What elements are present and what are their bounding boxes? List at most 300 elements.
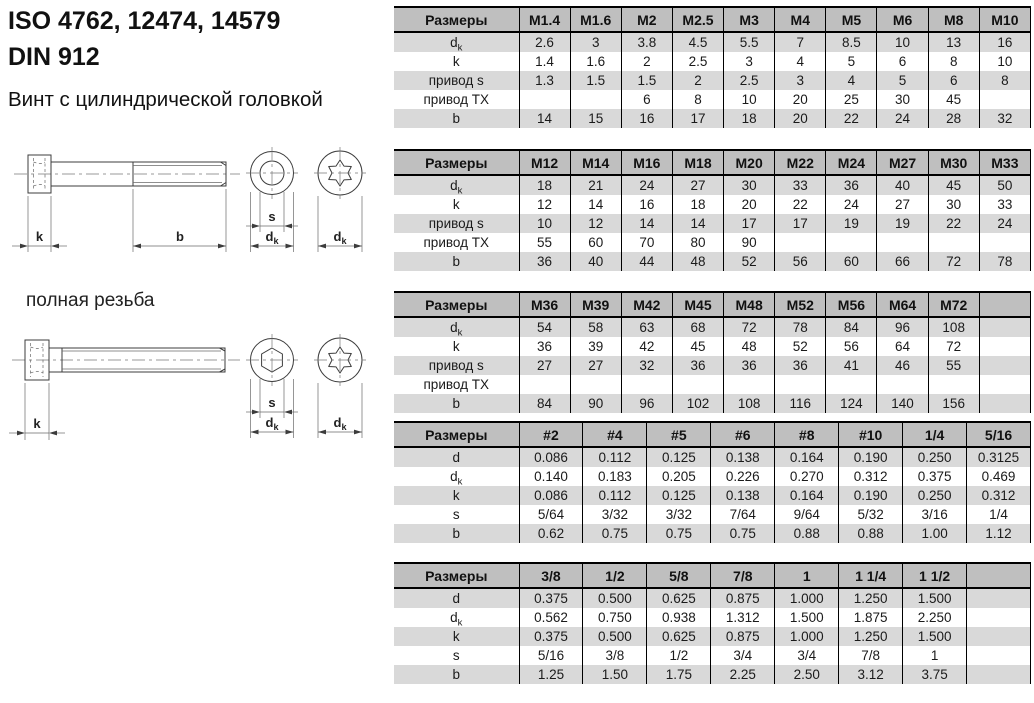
table-row — [394, 608, 1031, 627]
dimension-value: 2.250 — [903, 608, 967, 627]
dimension-table-metric-large — [394, 291, 1031, 413]
dimension-value — [775, 375, 826, 394]
dimension-value: 22 — [928, 214, 979, 233]
row-label: d — [394, 588, 519, 608]
table-row — [394, 646, 1031, 665]
size-column-header: M42 — [621, 292, 672, 317]
dimension-value: 0.62 — [519, 524, 583, 543]
dimension-value: 2 — [672, 71, 723, 90]
dimension-value: 0.88 — [775, 524, 839, 543]
dimension-value: 36 — [672, 356, 723, 375]
screw-side-view — [12, 155, 240, 252]
dimension-value: 18 — [519, 175, 570, 195]
dimension-value: 1/2 — [647, 646, 711, 665]
row-label: s — [394, 646, 519, 665]
dimension-value: 0.312 — [967, 486, 1031, 505]
dimension-value: 2.5 — [672, 52, 723, 71]
dim-label-k: k — [33, 416, 41, 431]
dimension-value: 36 — [519, 252, 570, 271]
dimension-value: 45 — [672, 337, 723, 356]
dimension-table-metric-medium — [394, 149, 1031, 271]
size-column-header: 5/16 — [967, 422, 1031, 447]
dimension-value: 0.3125 — [967, 447, 1031, 467]
dimension-value: 70 — [621, 233, 672, 252]
end-view-torx-socket — [314, 147, 366, 252]
dimension-value: 68 — [672, 317, 723, 337]
dimension-value: 8 — [928, 52, 979, 71]
dimension-value: 36 — [519, 337, 570, 356]
size-column-header: M16 — [621, 150, 672, 175]
dimension-value: 18 — [724, 109, 775, 128]
dimension-value: 18 — [672, 195, 723, 214]
size-column-header: #5 — [647, 422, 711, 447]
dim-label-dk: $d_k$ — [265, 415, 279, 432]
dimension-value — [928, 375, 979, 394]
size-column-header: M48 — [724, 292, 775, 317]
size-column-header: M20 — [724, 150, 775, 175]
dimension-value: 0.140 — [519, 467, 583, 486]
dimension-value: 2.5 — [724, 71, 775, 90]
table-row — [394, 447, 1031, 467]
dimension-value: 55 — [928, 356, 979, 375]
dimension-value — [519, 90, 570, 109]
dimension-value: 63 — [621, 317, 672, 337]
dimension-value: 1.312 — [711, 608, 775, 627]
dimension-value: 0.112 — [583, 486, 647, 505]
size-column-header: M56 — [826, 292, 877, 317]
size-column-header: #4 — [583, 422, 647, 447]
dimension-value: 72 — [724, 317, 775, 337]
dim-label-dk: $d_k$ — [265, 229, 279, 246]
table-row — [394, 665, 1031, 684]
dimension-value: 16 — [621, 195, 672, 214]
dimension-value — [979, 356, 1030, 375]
dimension-value: 40 — [570, 252, 621, 271]
size-column-header: 5/8 — [647, 563, 711, 588]
dimension-value: 72 — [928, 337, 979, 356]
row-label: k — [394, 52, 519, 71]
row-label: b — [394, 252, 519, 271]
table-row — [394, 588, 1031, 608]
end-view-torx-socket — [314, 334, 366, 438]
row-label: k — [394, 337, 519, 356]
dimension-value: 0.226 — [711, 467, 775, 486]
dimension-value: 3 — [775, 71, 826, 90]
row-label: k — [394, 195, 519, 214]
dimension-value: 8 — [979, 71, 1030, 90]
dimension-value: 0.086 — [519, 447, 583, 467]
row-label: $d_k$ — [394, 175, 519, 195]
dimension-value: 9/64 — [775, 505, 839, 524]
dimension-value: 58 — [570, 317, 621, 337]
dimension-value: 13 — [928, 32, 979, 52]
row-label: привод TX — [394, 375, 519, 394]
dimension-value: 0.375 — [903, 467, 967, 486]
dimension-value: 0.164 — [775, 486, 839, 505]
dimension-value: 12 — [570, 214, 621, 233]
dimension-value: 0.469 — [967, 467, 1031, 486]
dim-label-k: k — [35, 229, 44, 244]
dimension-value: 21 — [570, 175, 621, 195]
row-label: привод s — [394, 356, 519, 375]
dimension-value: 116 — [775, 394, 826, 413]
size-column-header: M36 — [519, 292, 570, 317]
dimension-value: 54 — [519, 317, 570, 337]
dimension-value: 1.6 — [570, 52, 621, 71]
dimension-value — [979, 337, 1030, 356]
row-label: d — [394, 447, 519, 467]
end-view-hex-socket — [246, 147, 298, 252]
screw-side-view — [9, 340, 240, 440]
size-column-header: M2.5 — [672, 7, 723, 32]
dimension-value: 1.50 — [583, 665, 647, 684]
size-column-header: #8 — [775, 422, 839, 447]
size-column-header: M5 — [826, 7, 877, 32]
dimension-value: 0.138 — [711, 447, 775, 467]
table-row — [394, 252, 1031, 271]
dimension-value: 14 — [621, 214, 672, 233]
size-column-header: M24 — [826, 150, 877, 175]
dimension-value: 1.3 — [519, 71, 570, 90]
size-column-header: M27 — [877, 150, 928, 175]
size-column-header: M8 — [928, 7, 979, 32]
dimension-value: 80 — [672, 233, 723, 252]
dimension-value — [967, 608, 1031, 627]
dimension-value: 27 — [519, 356, 570, 375]
table-row — [394, 233, 1031, 252]
size-column-header: M10 — [979, 7, 1030, 32]
table-row — [394, 394, 1031, 413]
dimension-value: 108 — [928, 317, 979, 337]
dimension-value: 10 — [877, 32, 928, 52]
dimension-table-imperial-large — [394, 562, 1031, 684]
dimension-value: 1.500 — [903, 627, 967, 646]
dimension-value: 7/64 — [711, 505, 775, 524]
empty-column-header — [979, 292, 1030, 317]
dimension-value: 102 — [672, 394, 723, 413]
table-row — [394, 109, 1031, 128]
dimension-value: 27 — [570, 356, 621, 375]
dimension-value: 90 — [570, 394, 621, 413]
dimension-value: 60 — [570, 233, 621, 252]
dimension-value: 27 — [877, 195, 928, 214]
dimension-value: 17 — [724, 214, 775, 233]
dimension-value: 1.4 — [519, 52, 570, 71]
dimension-value: 20 — [775, 90, 826, 109]
dimension-value: 3/4 — [711, 646, 775, 665]
dimension-value: 14 — [570, 195, 621, 214]
table-corner-header: Размеры — [394, 150, 519, 175]
row-label: $d_k$ — [394, 317, 519, 337]
table-row — [394, 32, 1031, 52]
dimension-value: 12 — [519, 195, 570, 214]
size-column-header: M4 — [775, 7, 826, 32]
size-column-header: #10 — [839, 422, 903, 447]
size-column-header: M3 — [724, 7, 775, 32]
dimension-value: 2.50 — [775, 665, 839, 684]
dimension-value: 1.875 — [839, 608, 903, 627]
size-column-header: M1.6 — [570, 7, 621, 32]
dimension-value: 16 — [621, 109, 672, 128]
table-row — [394, 214, 1031, 233]
screw-drawing-partial-thread — [0, 140, 390, 262]
dimension-value — [979, 233, 1030, 252]
dimension-value: 6 — [928, 71, 979, 90]
dimension-value: 56 — [826, 337, 877, 356]
table-row — [394, 627, 1031, 646]
dimension-value: 4 — [775, 52, 826, 71]
dimension-table-metric-small — [394, 6, 1031, 128]
row-label: $d_k$ — [394, 608, 519, 627]
dimension-value: 24 — [979, 214, 1030, 233]
dimension-value: 3.8 — [621, 32, 672, 52]
table-corner-header: Размеры — [394, 292, 519, 317]
dimension-value: 6 — [877, 52, 928, 71]
table-row — [394, 337, 1031, 356]
dimension-value: 1.000 — [775, 588, 839, 608]
dimension-value — [928, 233, 979, 252]
dimension-value: 52 — [775, 337, 826, 356]
size-column-header: 1/4 — [903, 422, 967, 447]
size-column-header: M30 — [928, 150, 979, 175]
dimension-value: 4.5 — [672, 32, 723, 52]
dimension-value: 24 — [621, 175, 672, 195]
row-label: k — [394, 486, 519, 505]
size-column-header: #6 — [711, 422, 775, 447]
size-column-header: M33 — [979, 150, 1030, 175]
dimension-value: 15 — [570, 109, 621, 128]
table-row — [394, 467, 1031, 486]
dimension-value: 124 — [826, 394, 877, 413]
dimension-value — [519, 375, 570, 394]
dimension-value — [621, 375, 672, 394]
dimension-value: 156 — [928, 394, 979, 413]
dimension-value: 10 — [979, 52, 1030, 71]
size-column-header: M14 — [570, 150, 621, 175]
dimension-value: 0.625 — [647, 588, 711, 608]
dimension-value: 0.270 — [775, 467, 839, 486]
dimension-value: 8.5 — [826, 32, 877, 52]
dimension-value — [724, 375, 775, 394]
page-subtitle: Винт с цилиндрической головкой — [8, 88, 323, 111]
dimension-value: 0.205 — [647, 467, 711, 486]
dimension-value: 1.00 — [903, 524, 967, 543]
dimension-value: 3/8 — [583, 646, 647, 665]
dim-label-dk: $d_k$ — [333, 415, 347, 432]
dim-label-dk: $d_k$ — [333, 229, 347, 246]
dimension-value: 17 — [775, 214, 826, 233]
table-row — [394, 52, 1031, 71]
row-label: b — [394, 394, 519, 413]
size-column-header: M6 — [877, 7, 928, 32]
dimension-value: 52 — [724, 252, 775, 271]
dimension-value: 55 — [519, 233, 570, 252]
table-row — [394, 175, 1031, 195]
dimension-value: 0.375 — [519, 627, 583, 646]
dimension-value: 3.12 — [839, 665, 903, 684]
dimension-value: 30 — [928, 195, 979, 214]
dimension-value: 0.138 — [711, 486, 775, 505]
row-label: привод TX — [394, 90, 519, 109]
dimension-value: 3 — [724, 52, 775, 71]
dimension-value: 72 — [928, 252, 979, 271]
dimension-value: 27 — [672, 175, 723, 195]
size-column-header: M45 — [672, 292, 723, 317]
table-corner-header: Размеры — [394, 7, 519, 32]
dimension-value: 7 — [775, 32, 826, 52]
dimension-value: 3/32 — [647, 505, 711, 524]
dimension-value: 17 — [672, 109, 723, 128]
dimension-value: 2 — [621, 52, 672, 71]
dimension-value: 28 — [928, 109, 979, 128]
dimension-value — [877, 375, 928, 394]
dimension-value: 22 — [826, 109, 877, 128]
dimension-value — [979, 394, 1030, 413]
dimension-value: 39 — [570, 337, 621, 356]
size-column-header: M52 — [775, 292, 826, 317]
dimension-value: 32 — [621, 356, 672, 375]
row-label: привод TX — [394, 233, 519, 252]
page-title — [8, 4, 280, 75]
dimension-value: 0.875 — [711, 588, 775, 608]
size-column-header: M64 — [877, 292, 928, 317]
dimension-value — [877, 233, 928, 252]
size-column-header: M18 — [672, 150, 723, 175]
dimension-value — [979, 90, 1030, 109]
dimension-value: 5 — [826, 52, 877, 71]
size-column-header: #2 — [519, 422, 583, 447]
dimension-value: 25 — [826, 90, 877, 109]
row-label: привод s — [394, 71, 519, 90]
dimension-value: 30 — [724, 175, 775, 195]
end-view-hex-socket — [246, 334, 298, 438]
dimension-value: 84 — [519, 394, 570, 413]
dimension-value: 0.086 — [519, 486, 583, 505]
dimension-value: 50 — [979, 175, 1030, 195]
dimension-value: 96 — [877, 317, 928, 337]
dimension-value: 45 — [928, 175, 979, 195]
dimension-value: 48 — [724, 337, 775, 356]
dimension-value: 0.164 — [775, 447, 839, 467]
row-label: k — [394, 627, 519, 646]
dimension-value — [826, 233, 877, 252]
dimension-value: 108 — [724, 394, 775, 413]
table-row — [394, 486, 1031, 505]
dimension-value: 8 — [672, 90, 723, 109]
title-iso: ISO 4762, 12474, 14579 — [8, 7, 281, 35]
dimension-value: 0.112 — [583, 447, 647, 467]
dimension-value: 78 — [775, 317, 826, 337]
dimension-value: 0.183 — [583, 467, 647, 486]
dimension-value: 1.500 — [903, 588, 967, 608]
dimension-value: 44 — [621, 252, 672, 271]
dimension-value: 3.75 — [903, 665, 967, 684]
dimension-value — [672, 375, 723, 394]
dimension-value: 1/4 — [967, 505, 1031, 524]
dimension-value: 7/8 — [839, 646, 903, 665]
screw-drawing-full-thread — [0, 330, 390, 448]
table-row — [394, 195, 1031, 214]
dimension-value: 2.6 — [519, 32, 570, 52]
dimension-table-imperial-small — [394, 421, 1031, 543]
dimension-value: 1 — [903, 646, 967, 665]
dimension-value: 1.5 — [570, 71, 621, 90]
dimension-value: 0.312 — [839, 467, 903, 486]
dimension-value: 0.125 — [647, 447, 711, 467]
dimension-value: 45 — [928, 90, 979, 109]
dimension-value: 5/16 — [519, 646, 583, 665]
dimension-value: 1.500 — [775, 608, 839, 627]
table-row — [394, 524, 1031, 543]
dimension-value — [979, 317, 1030, 337]
dim-label-s: s — [268, 209, 276, 224]
dimension-value: 19 — [826, 214, 877, 233]
dimension-value: 22 — [775, 195, 826, 214]
dim-label-b: b — [176, 229, 184, 244]
dimension-value: 3/16 — [903, 505, 967, 524]
dimension-value: 0.250 — [903, 447, 967, 467]
dimension-value: 0.500 — [583, 627, 647, 646]
dimension-value: 48 — [672, 252, 723, 271]
dimension-value: 3/4 — [775, 646, 839, 665]
table-row — [394, 356, 1031, 375]
dimension-value — [570, 375, 621, 394]
dimension-value: 1.000 — [775, 627, 839, 646]
table-row — [394, 90, 1031, 109]
dimension-value: 3/32 — [583, 505, 647, 524]
row-label: привод s — [394, 214, 519, 233]
size-column-header: M2 — [621, 7, 672, 32]
row-label: $d_k$ — [394, 32, 519, 52]
dimension-value: 0.375 — [519, 588, 583, 608]
dimension-value: 140 — [877, 394, 928, 413]
dimension-value: 41 — [826, 356, 877, 375]
dimension-value: 0.125 — [647, 486, 711, 505]
dimension-value: 0.75 — [711, 524, 775, 543]
dimension-value: 0.500 — [583, 588, 647, 608]
dimension-value: 0.88 — [839, 524, 903, 543]
size-column-header: M12 — [519, 150, 570, 175]
dimension-value: 56 — [775, 252, 826, 271]
empty-column-header — [967, 563, 1031, 588]
dimension-value: 46 — [877, 356, 928, 375]
dimension-value: 66 — [877, 252, 928, 271]
dimension-value: 78 — [979, 252, 1030, 271]
size-column-header: 7/8 — [711, 563, 775, 588]
dimension-value — [979, 375, 1030, 394]
dimension-value: 36 — [775, 356, 826, 375]
dimension-value: 0.625 — [647, 627, 711, 646]
dimension-value: 16 — [979, 32, 1030, 52]
dimension-value — [826, 375, 877, 394]
dimension-value: 0.250 — [903, 486, 967, 505]
dimension-value: 4 — [826, 71, 877, 90]
dimension-value — [967, 588, 1031, 608]
dimension-value: 36 — [724, 356, 775, 375]
dimension-value: 33 — [775, 175, 826, 195]
dimension-value: 14 — [672, 214, 723, 233]
dimension-value: 10 — [519, 214, 570, 233]
dimension-value — [967, 665, 1031, 684]
dimension-value: 64 — [877, 337, 928, 356]
dimension-value: 20 — [775, 109, 826, 128]
dimension-value: 0.75 — [647, 524, 711, 543]
dimension-value: 96 — [621, 394, 672, 413]
row-label: b — [394, 665, 519, 684]
dimension-value: 1.25 — [519, 665, 583, 684]
dimension-value — [967, 646, 1031, 665]
dimension-value: 2.25 — [711, 665, 775, 684]
